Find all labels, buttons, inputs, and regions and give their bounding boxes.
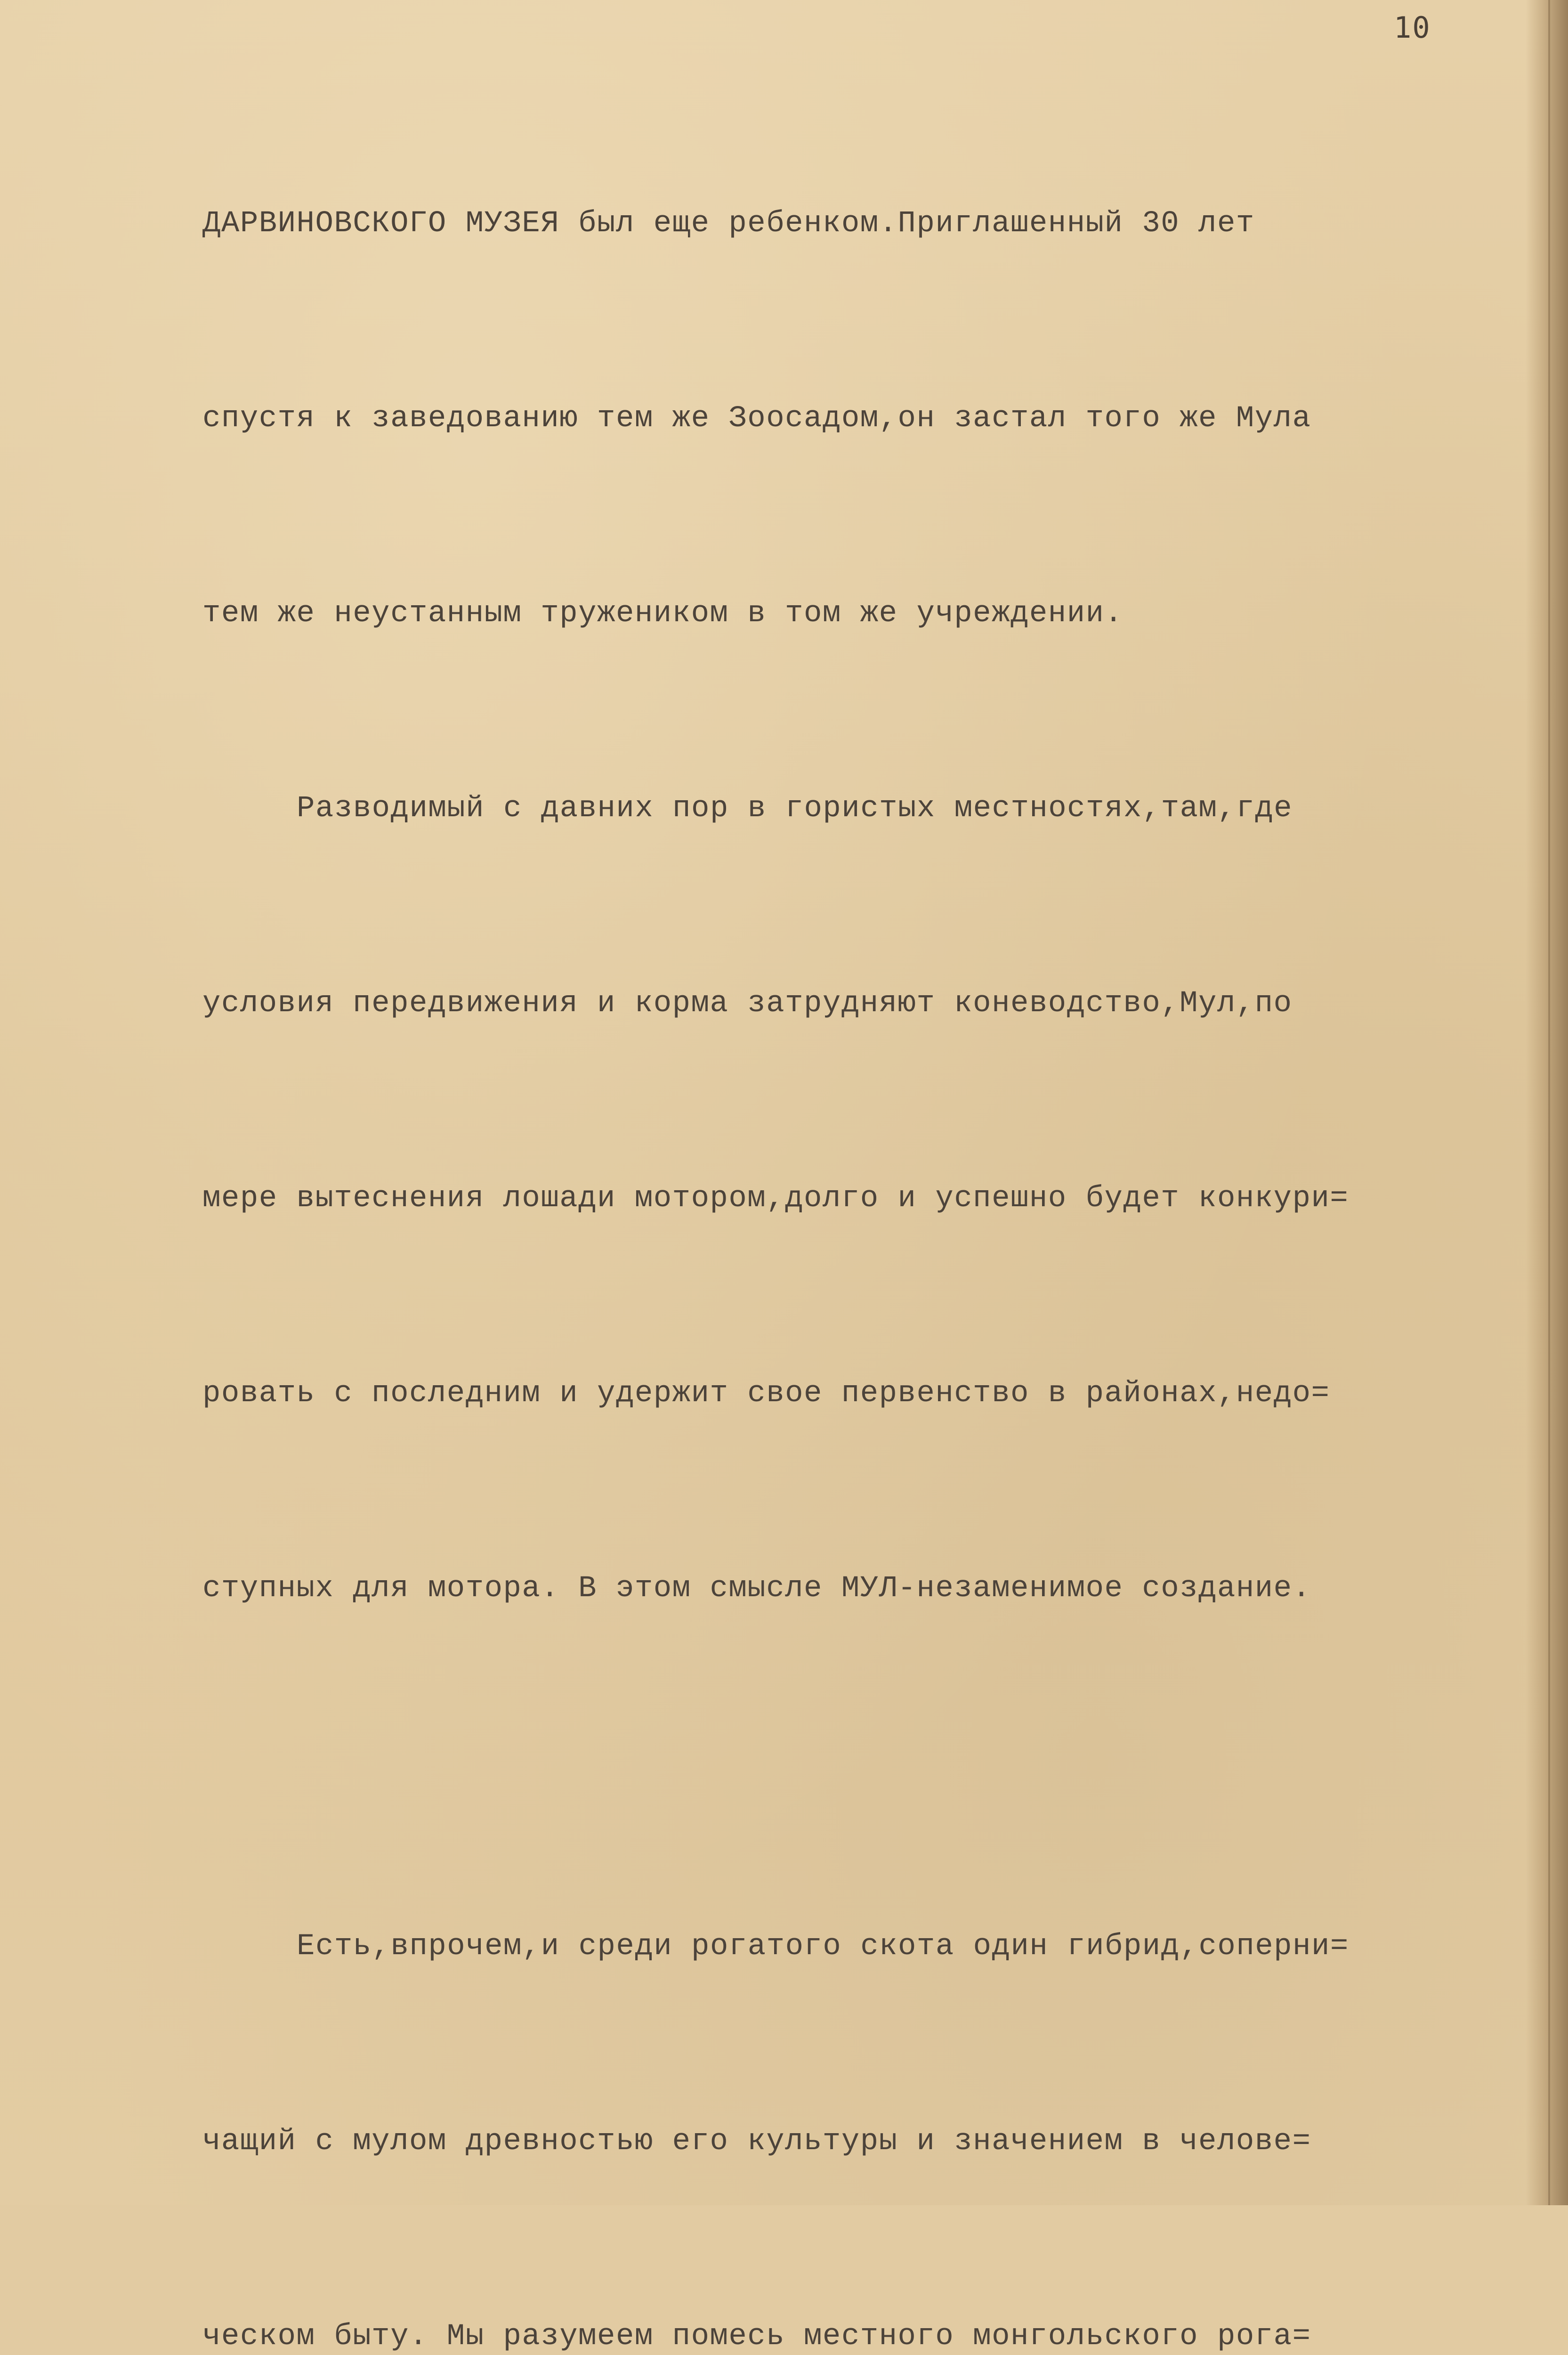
text-line: ровать с последним и удержит свое первенство в районах,недо=: [202, 1377, 1330, 1411]
text-line: спустя к заведованию тем же Зоосадом,он застал того же Мула: [202, 402, 1311, 436]
text-line: чащий с мулом древностью его культуры и значением в челове=: [202, 2125, 1311, 2159]
text-line: ДАРВИНОВСКОГО МУЗЕЯ был еще ребенком.Приглашенный 30 лет: [202, 207, 1255, 241]
text-line: условия передвижения и корма затрудняют коневодство,Мул,по: [202, 987, 1293, 1021]
typewritten-text: [202, 61, 1502, 2355]
text-line: ступных для мотора. В этом смысле МУЛ-незаменимое создание.: [202, 1572, 1311, 1606]
text-line: Разводимый с давних пор в гористых местностях,там,где: [297, 792, 1293, 826]
text-line: Есть,впрочем,и среди рогатого скота один гибрид,соперни=: [297, 1930, 1349, 1964]
text-line: ческом быту. Мы разумеем помесь местного монгольского рога=: [202, 2320, 1311, 2354]
page-number: 10: [1394, 10, 1431, 45]
text-line: мере вытеснения лошади мотором,долго и успешно будет конкури=: [202, 1182, 1349, 1216]
page-edge-line: [1548, 0, 1550, 2205]
text-line: тем же неустанным тружеником в том же учреждении.: [202, 597, 1123, 631]
page-edge-shadow: [1526, 0, 1568, 2205]
paragraph-gap: [202, 1751, 1502, 1784]
